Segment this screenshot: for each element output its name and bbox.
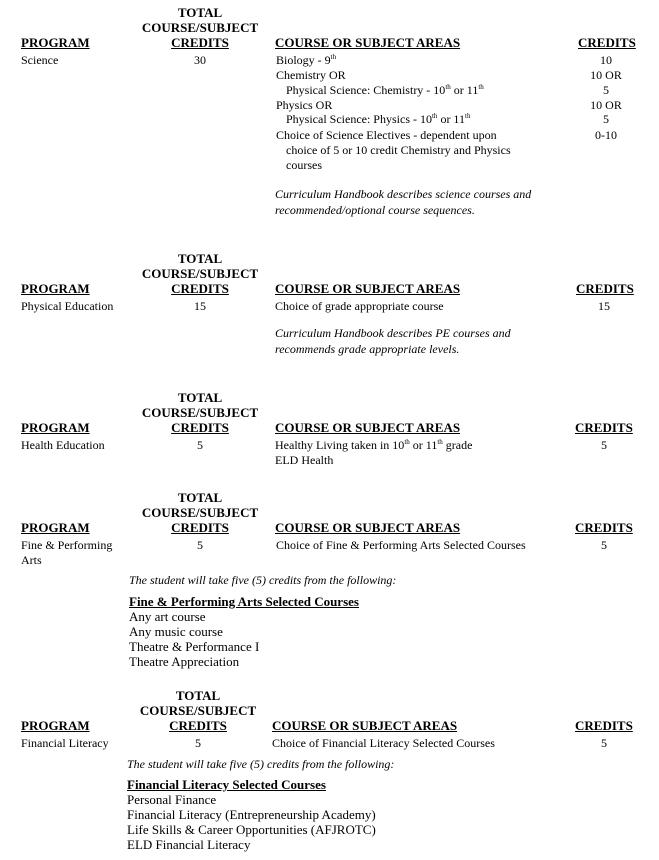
list-item: Any art course <box>129 609 206 624</box>
program-name: Physical Education <box>21 299 114 313</box>
total-credits-header: TOTAL COURSE/SUBJECT CREDITS <box>141 251 259 296</box>
course-row: Physical Science: Chemistry - 10th or 11th <box>286 83 484 97</box>
program-name: Fine & Performing <box>21 538 113 552</box>
list-item: Theatre & Performance I <box>129 639 260 654</box>
list-item: Financial Literacy (Entrepreneurship Academy) <box>127 807 376 822</box>
selection-note: The student will take five (5) credits from the following: <box>129 573 397 587</box>
credit-value: 5 <box>603 112 609 126</box>
program-header: PROGRAM <box>21 420 90 435</box>
selected-courses-list <box>127 777 376 852</box>
total-credits-value: 5 <box>195 736 201 750</box>
total-credits-value: 15 <box>194 299 206 313</box>
selection-note: The student will take five (5) credits from the following: <box>127 757 395 771</box>
program-name: Health Education <box>21 438 105 452</box>
course-areas-header: COURSE OR SUBJECT AREAS <box>275 520 461 535</box>
total-credits-header: TOTAL COURSE/SUBJECT CREDITS <box>141 5 259 50</box>
handbook-note: Curriculum Handbook describes science courses and recommended/optional course sequences. <box>275 187 532 217</box>
program-name: Science <box>21 53 59 67</box>
total-credits-header: TOTAL COURSE/SUBJECT CREDITS <box>139 688 257 733</box>
credits-header: CREDITS <box>576 281 634 296</box>
course-areas-header: COURSE OR SUBJECT AREAS <box>272 718 458 733</box>
course-row: Choice of Financial Literacy Selected Courses <box>272 736 495 750</box>
list-item: ELD Financial Literacy <box>127 837 251 852</box>
credit-value: 5 <box>601 538 607 552</box>
program-header: PROGRAM <box>21 718 90 733</box>
course-row: Chemistry OR <box>276 68 346 82</box>
electives-line: choice of 5 or 10 credit Chemistry and Physics <box>286 143 511 157</box>
credit-value: 15 <box>598 299 610 313</box>
total-credits-value: 5 <box>197 538 203 552</box>
list-title: Fine & Performing Arts Selected Courses <box>129 594 359 609</box>
credit-value: 10 <box>600 53 612 67</box>
course-row: Choice of grade appropriate course <box>275 299 444 313</box>
credits-header: CREDITS <box>578 35 636 50</box>
credits-header: CREDITS <box>575 718 633 733</box>
total-credits-header: TOTAL COURSE/SUBJECT CREDITS <box>141 390 259 435</box>
electives-line: courses <box>286 158 322 172</box>
credit-value: 5 <box>601 438 607 452</box>
list-item: Any music course <box>129 624 223 639</box>
credit-value: 5 <box>601 736 607 750</box>
credit-value: 5 <box>603 83 609 97</box>
course-row: Physical Science: Physics - 10th or 11th <box>286 112 471 126</box>
electives-line: Choice of Science Electives - dependent upon <box>276 128 497 142</box>
course-row: Biology - 9th <box>276 53 337 67</box>
credit-value: 0-10 <box>595 128 617 142</box>
credits-header: CREDITS <box>575 520 633 535</box>
list-item: Theatre Appreciation <box>129 654 240 669</box>
course-row: Choice of Fine & Performing Arts Selected Courses <box>276 538 526 552</box>
total-credits-value: 5 <box>197 438 203 452</box>
list-item: Personal Finance <box>127 792 217 807</box>
program-name: Financial Literacy <box>21 736 109 750</box>
course-areas-header: COURSE OR SUBJECT AREAS <box>275 420 461 435</box>
course-row: ELD Health <box>275 453 334 467</box>
credit-value: 10 OR <box>590 98 622 112</box>
program-name: Arts <box>21 553 42 567</box>
course-row: Physics OR <box>276 98 333 112</box>
program-header: PROGRAM <box>21 281 90 296</box>
list-title: Financial Literacy Selected Courses <box>127 777 326 792</box>
total-credits-value: 30 <box>194 53 206 67</box>
program-header: PROGRAM <box>21 35 90 50</box>
course-areas-header: COURSE OR SUBJECT AREAS <box>275 281 461 296</box>
credits-header: CREDITS <box>575 420 633 435</box>
credit-value: 10 OR <box>590 68 622 82</box>
total-credits-header: TOTAL COURSE/SUBJECT CREDITS <box>141 490 259 535</box>
course-row: Healthy Living taken in 10th or 11th grade <box>275 438 473 452</box>
list-item: Life Skills & Career Opportunities (AFJROTC) <box>127 822 376 837</box>
program-header: PROGRAM <box>21 520 90 535</box>
selected-courses-list <box>129 594 359 669</box>
handbook-note: Curriculum Handbook describes PE courses and recommends grade appropriate levels. <box>275 326 511 356</box>
course-areas-header: COURSE OR SUBJECT AREAS <box>275 35 461 50</box>
